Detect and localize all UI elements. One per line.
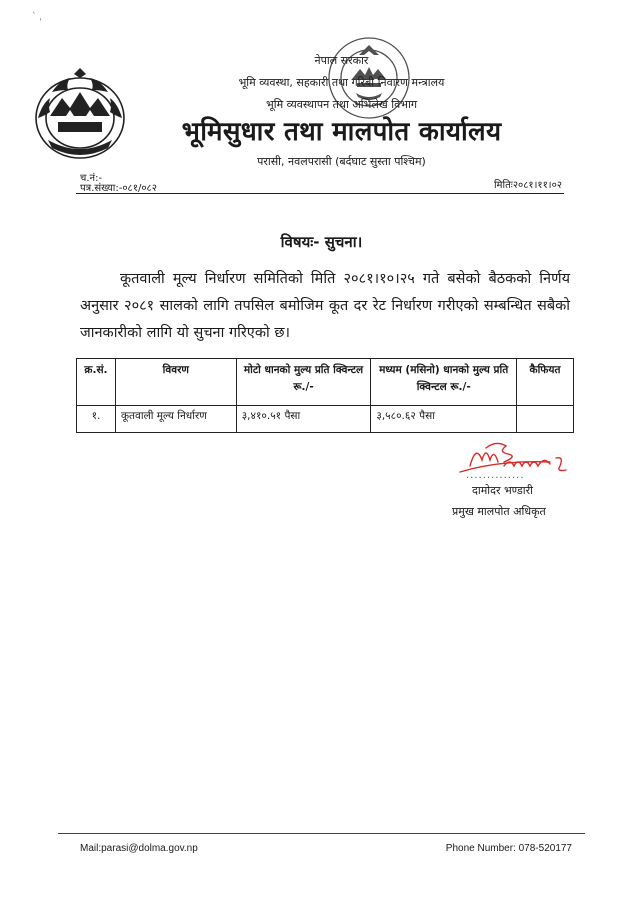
header-department: भूमि व्यवस्थापन तथा अभिलेख विभाग — [265, 98, 418, 111]
footer-email: Mail:parasi@dolma.gov.np — [80, 843, 198, 854]
letter-date: मितिः२०८१।११।०२ — [493, 180, 562, 191]
col-medium-paddy-price: मध्यम (मसिनो) धानको मुल्य प्रति क्विन्टल रू./- — [371, 359, 517, 406]
col-remarks: कैफियत — [517, 359, 574, 406]
header-divider — [76, 193, 564, 194]
cell-description: कूतवाली मूल्य निर्धारण — [115, 406, 236, 433]
subject-line: विषयः- सुचना। — [280, 233, 363, 251]
scan-mark: ` ˌ — [32, 12, 42, 22]
cell-serial: १. — [77, 406, 116, 433]
table-row — [77, 406, 574, 433]
footer-phone: Phone Number: 078-520177 — [445, 843, 572, 854]
letter-number: पत्र.संख्या:-०८१/०८२ — [80, 183, 157, 194]
col-description: विवरण — [115, 359, 236, 406]
signature-dots: .............. — [466, 470, 525, 481]
signer-title: प्रमुख मालपोत अधिकृत — [452, 505, 546, 518]
cell-remarks — [517, 406, 574, 433]
office-name: भूमिसुधार तथा मालपोत कार्यालय — [181, 117, 502, 147]
header-ministry: भूमि व्यवस्था, सहकारी तथा गरिबी निवारण मन्त्रालय — [238, 76, 445, 89]
signer-name: दामोदर भण्डारी — [472, 484, 533, 497]
col-coarse-paddy-price: मोटो धानको मुल्य प्रति क्विन्टल रू./- — [236, 359, 371, 406]
price-table — [76, 358, 574, 433]
table-header-row — [77, 359, 574, 406]
header-country: नेपाल सरकार — [314, 54, 369, 67]
dispatch-number: च.नं:- — [80, 173, 103, 184]
footer-divider — [58, 833, 585, 834]
office-address: परासी, नवलपरासी (बर्दघाट सुस्ता पश्चिम) — [257, 155, 426, 168]
cell-coarse-price: ३,४१०.५१ पैसा — [236, 406, 371, 433]
cell-medium-price: ३,५८०.६२ पैसा — [371, 406, 517, 433]
notice-body: कूतवाली मूल्य निर्धारण समितिको मिति २०८१।१०।२५ गते बसेको बैठकको निर्णय अनुसार २०८१ सालको लागि तपसिल बमोजिम कूत दर रेट निर्धारण गरीएको सम्बन्धित सबैको जानकारीको लागि यो सुचना गरिएको छ। — [80, 271, 570, 341]
col-serial: क्र.सं. — [77, 359, 116, 406]
